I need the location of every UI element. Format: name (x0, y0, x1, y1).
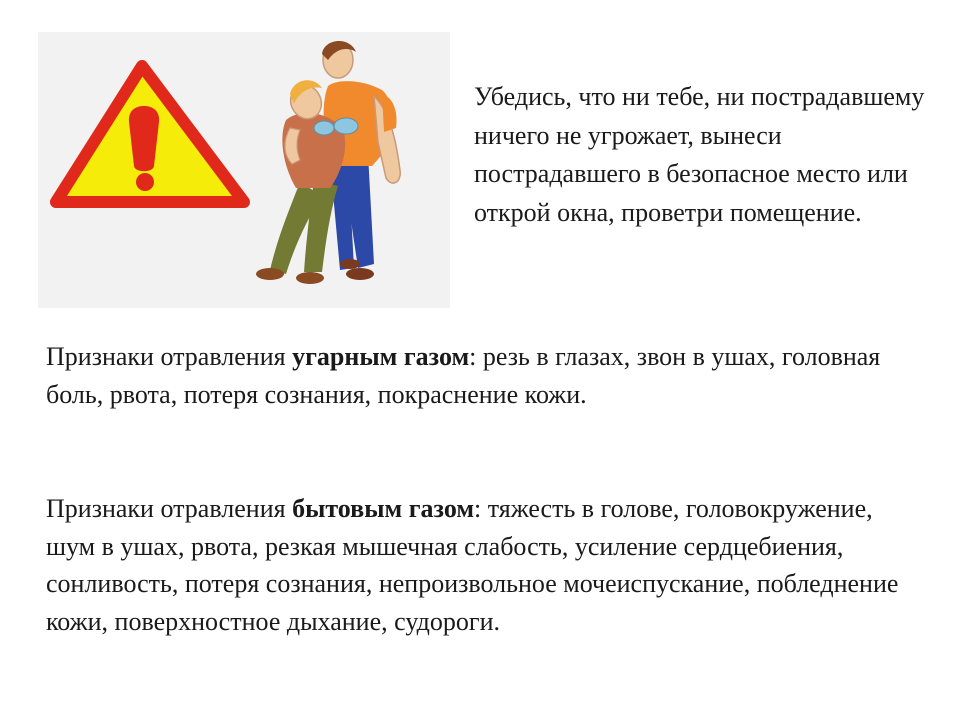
household-gas-term: бытовым газом (292, 494, 475, 523)
co-poisoning-symptoms (46, 338, 926, 413)
household-gas-prefix: Признаки отравления (46, 494, 293, 523)
household-gas-list: : тяжесть в голове, головокружение, шум в ушах, рвота, резкая мышечная слабость, усиление сердцебиения, сонливость, потеря сознания, непроизвольное мочеиспускание, побледнение кожи, поверхностное дыхание, судороги. (46, 494, 899, 636)
household-gas-poisoning-symptoms (46, 490, 926, 640)
co-poisoning-list: : резь в глазах, звон в ушах, головная боль, рвота, потеря сознания, покраснение кожи. (46, 342, 881, 409)
rescuer-carrying-victim-illustration (256, 41, 400, 284)
safety-instruction-text: Убедись, что ни тебе, ни пострадавшему ничего не угрожает, вынеси пострадавшего в безопасное место или открой окна, проветри помещение. (474, 82, 925, 227)
co-poisoning-prefix: Признаки отравления (46, 342, 293, 371)
illustration-panel (38, 32, 450, 308)
warning-triangle-icon (56, 66, 244, 202)
illustration-svg (38, 32, 450, 308)
co-poisoning-term: угарным газом (292, 342, 470, 371)
